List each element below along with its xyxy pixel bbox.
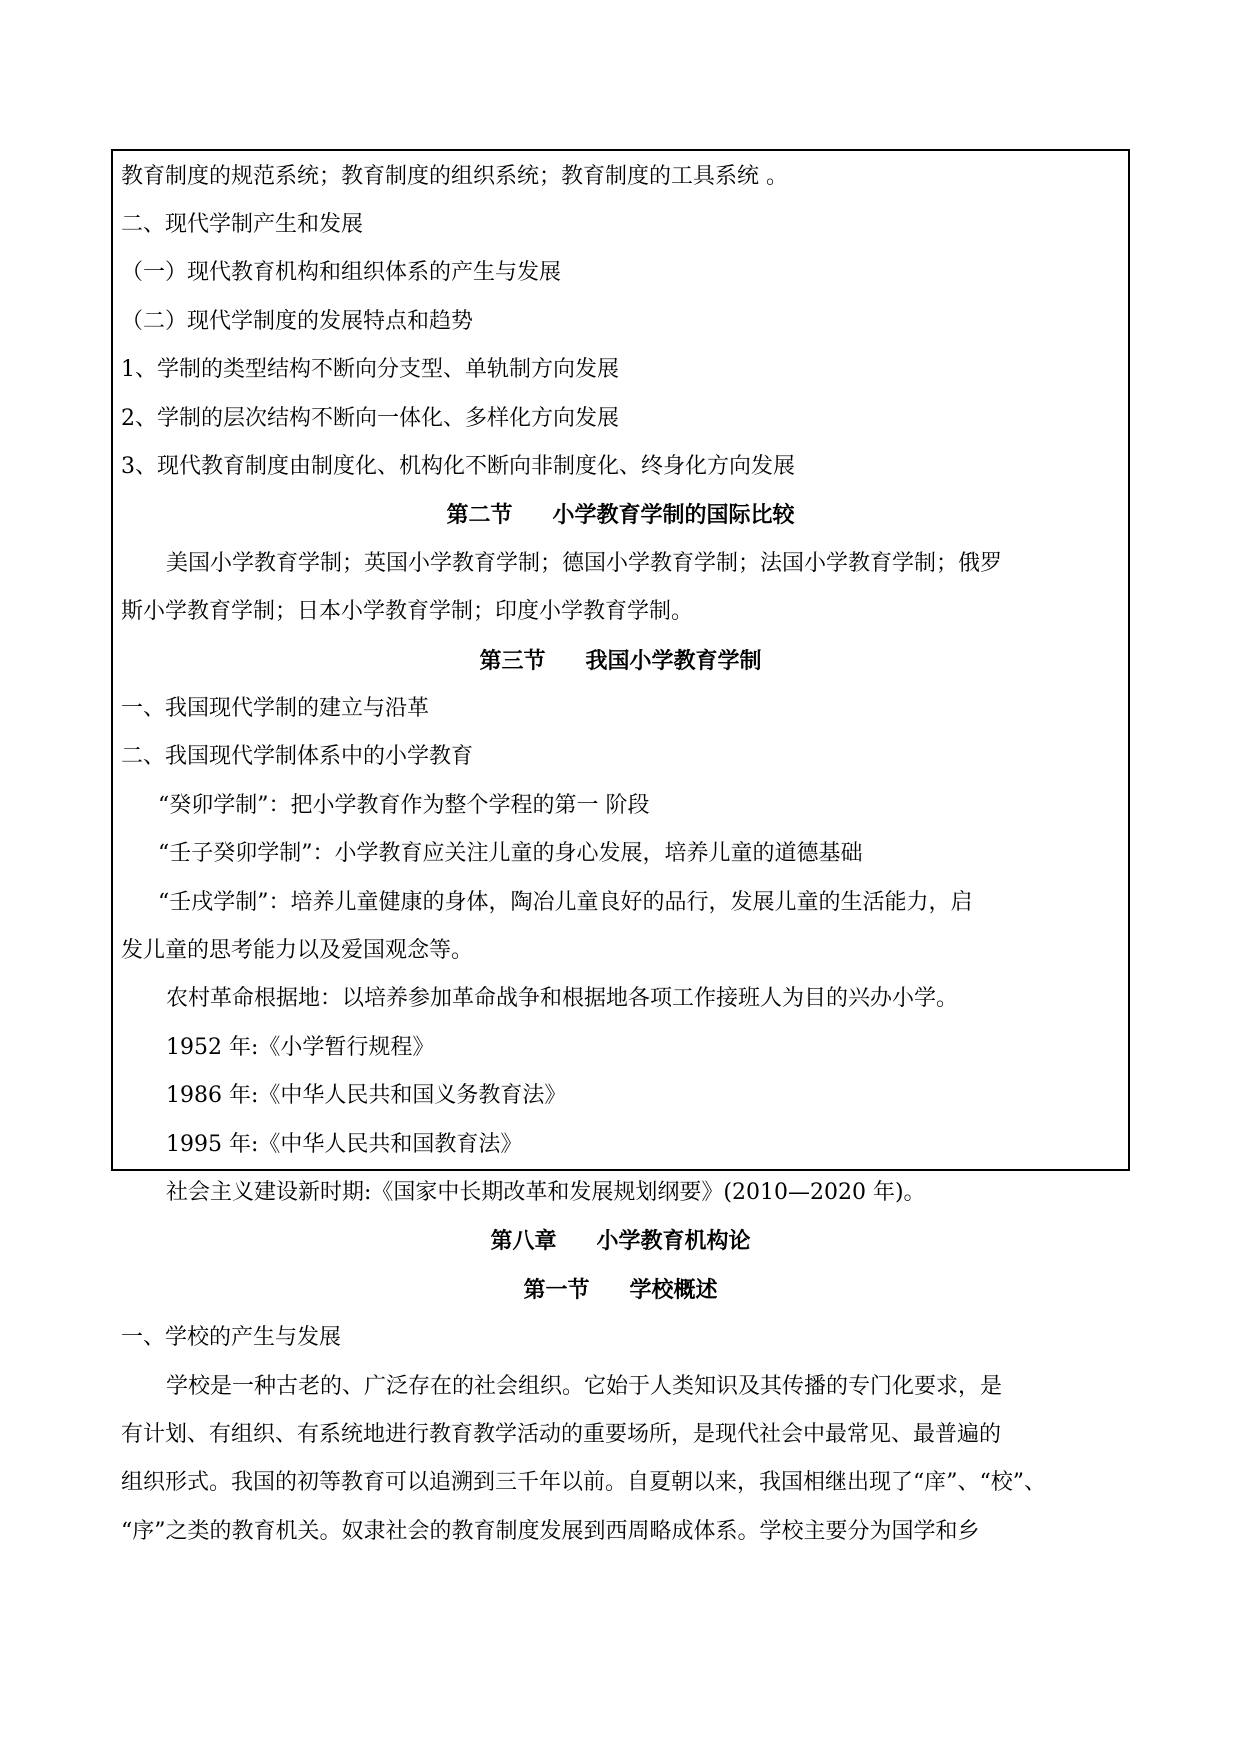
paragraph-line: 农村革命根据地：以培养参加革命战争和根据地各项工作接班人为目的兴办小学。	[166, 986, 959, 1011]
paragraph-line: “壬子癸卯学制”：小学教育应关注儿童的身心发展，培养儿童的道德基础	[158, 841, 863, 866]
list-item: 1952 年:《小学暂行规程》	[166, 1035, 435, 1060]
section-heading: 一、我国现代学制的建立与沿革	[121, 696, 430, 721]
paragraph-line: 美国小学教育学制；英国小学教育学制；德国小学教育学制；法国小学教育学制；俄罗	[166, 551, 1003, 576]
section-number: 第三节	[479, 648, 546, 674]
paragraph-line: 有计划、有组织、有系统地进行教育教学活动的重要场所，是现代社会中最常见、最普遍的	[121, 1422, 1002, 1447]
section-heading: 一、学校的产生与发展	[121, 1325, 342, 1350]
section-heading: 二、我国现代学制体系中的小学教育	[121, 744, 474, 769]
subsection-heading: （一）现代教育机构和组织体系的产生与发展	[121, 260, 562, 285]
paragraph-line: 组织形式。我国的初等教育可以追溯到三千年以前。自夏朝以来，我国相继出现了“庠”、“校”、	[121, 1470, 1046, 1495]
subsection-heading: （二）现代学制度的发展特点和趋势	[121, 309, 474, 334]
chapter-name: 小学教育机构论	[596, 1228, 751, 1254]
paragraph-line: 发儿童的思考能力以及爱国观念等。	[121, 938, 474, 963]
list-item: 2、学制的层次结构不断向一体化、多样化方向发展	[121, 406, 619, 431]
section-number: 第一节	[523, 1277, 590, 1303]
section-title: 我国小学教育学制	[585, 648, 762, 674]
chapter-section-title	[111, 498, 1130, 532]
list-item: 3、现代教育制度由制度化、机构化不断向非制度化、终身化方向发展	[121, 454, 795, 479]
section-number: 第二节	[446, 502, 513, 528]
list-item: 1986 年:《中华人民共和国义务教育法》	[166, 1083, 567, 1108]
text-line: 教育制度的规范系统；教育制度的组织系统；教育制度的工具系统 。	[121, 164, 788, 189]
paragraph-line: “癸卯学制”：把小学教育作为整个学程的第一 阶段	[158, 793, 650, 818]
list-item: 1995 年:《中华人民共和国教育法》	[166, 1132, 523, 1157]
list-item: 社会主义建设新时期:《国家中长期改革和发展规划纲要》(2010—2020 年)。	[166, 1180, 926, 1205]
paragraph-line: 斯小学教育学制；日本小学教育学制；印度小学教育学制。	[121, 599, 694, 624]
paragraph-line: 学校是一种古老的、广泛存在的社会组织。它始于人类知识及其传播的专门化要求，是	[166, 1374, 1003, 1399]
chapter-section-title	[111, 644, 1130, 678]
chapter-title	[111, 1224, 1130, 1258]
section-title: 学校概述	[629, 1277, 718, 1303]
section-heading: 二、现代学制产生和发展	[121, 212, 364, 237]
paragraph-line: “序”之类的教育机关。奴隶社会的教育制度发展到西周略成体系。学校主要分为国学和乡	[121, 1519, 980, 1544]
chapter-section-title	[111, 1273, 1130, 1307]
section-title: 小学教育学制的国际比较	[552, 502, 795, 528]
paragraph-line: “壬戌学制”：培养儿童健康的身体，陶冶儿童良好的品行，发展儿童的生活能力，启	[158, 890, 973, 915]
chapter-number: 第八章	[490, 1228, 557, 1254]
list-item: 1、学制的类型结构不断向分支型、单轨制方向发展	[121, 357, 619, 382]
